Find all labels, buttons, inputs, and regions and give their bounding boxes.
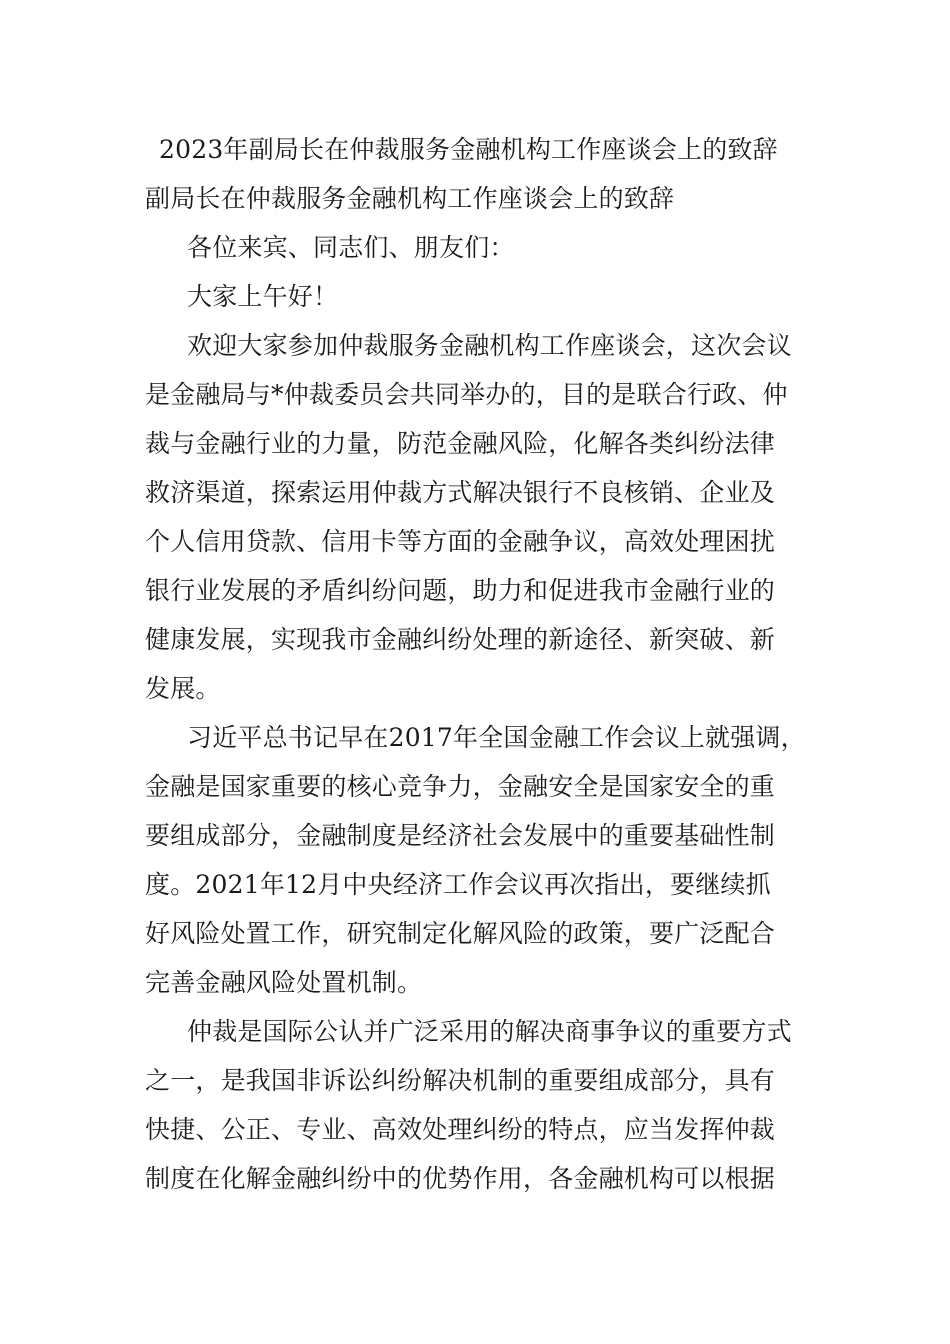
paragraph-line: 发展。 bbox=[145, 674, 221, 703]
paragraph-line: 仲裁是国际公认并广泛采用的解决商事争议的重要方式 bbox=[187, 1017, 792, 1046]
paragraph-line: 完善金融风险处置机制。 bbox=[145, 968, 423, 997]
document-body bbox=[145, 125, 810, 1203]
document-title: 2023年副局长在仲裁服务金融机构工作座谈会上的致辞 bbox=[159, 135, 778, 164]
paragraph-line: 救济渠道，探索运用仲裁方式解决银行不良核销、企业及 bbox=[145, 478, 776, 507]
paragraph-welcome bbox=[145, 321, 810, 713]
paragraph-line: 裁与金融行业的力量，防范金融风险，化解各类纠纷法律 bbox=[145, 429, 776, 458]
paragraph-line: 快捷、公正、专业、高效处理纠纷的特点，应当发挥仲裁 bbox=[145, 1115, 776, 1144]
paragraph-line: 好风险处置工作，研究制定化解风险的政策，要广泛配合 bbox=[145, 919, 776, 948]
greeting: 大家上午好！ bbox=[187, 282, 339, 311]
paragraph-line: 欢迎大家参加仲裁服务金融机构工作座谈会，这次会议 bbox=[187, 331, 792, 360]
paragraph-line: 金融是国家重要的核心竞争力，金融安全是国家安全的重 bbox=[145, 772, 776, 801]
paragraph-arbitration bbox=[145, 1007, 810, 1203]
paragraph-line: 健康发展，实现我市金融纠纷处理的新途径、新突破、新 bbox=[145, 625, 776, 654]
paragraph-line: 银行业发展的矛盾纠纷问题，助力和促进我市金融行业的 bbox=[145, 576, 776, 605]
paragraph-line: 习近平总书记早在2017年全国金融工作会议上就强调， bbox=[187, 723, 806, 752]
paragraph-line: 是金融局与*仲裁委员会共同举办的，目的是联合行政、仲 bbox=[145, 380, 788, 409]
paragraph-line: 要组成部分，金融制度是经济社会发展中的重要基础性制 bbox=[145, 821, 776, 850]
paragraph-policy bbox=[145, 713, 810, 1007]
paragraph-line: 个人信用贷款、信用卡等方面的金融争议，高效处理困扰 bbox=[145, 527, 776, 556]
paragraph-line: 之一，是我国非诉讼纠纷解决机制的重要组成部分，具有 bbox=[145, 1066, 776, 1095]
paragraph-line: 度。2021年12月中央经济工作会议再次指出，要继续抓 bbox=[145, 870, 771, 899]
salutation: 各位来宾、同志们、朋友们： bbox=[187, 233, 515, 262]
document-subtitle: 副局长在仲裁服务金融机构工作座谈会上的致辞 bbox=[145, 184, 675, 213]
paragraph-line: 制度在化解金融纠纷中的优势作用，各金融机构可以根据 bbox=[145, 1164, 776, 1193]
